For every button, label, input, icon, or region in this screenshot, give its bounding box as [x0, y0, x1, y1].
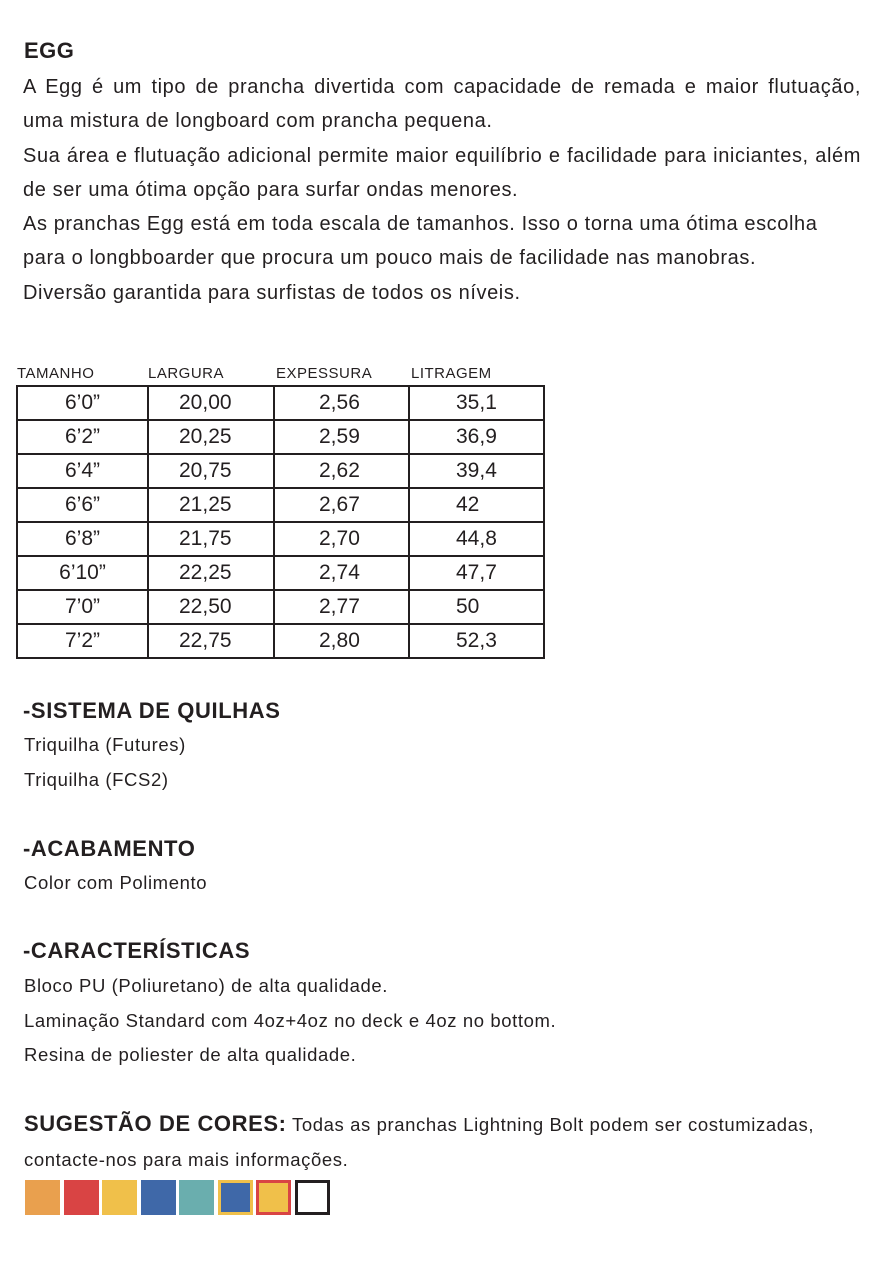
intro-text [23, 70, 861, 310]
column-header-largura: LARGURA [148, 365, 225, 382]
table-cell: 2,59 [274, 420, 409, 454]
table-cell: 6’4” [17, 454, 148, 488]
table-cell: 6’10” [17, 556, 148, 590]
color-swatch-red [64, 1180, 99, 1215]
table-cell: 7’2” [17, 624, 148, 658]
table-cell: 2,80 [274, 624, 409, 658]
acabamento-item: Color com Polimento [24, 872, 208, 893]
column-header-litragem: LITRAGEM [411, 365, 492, 382]
color-swatch-white-black-border [295, 1180, 330, 1215]
table-cell: 21,25 [148, 488, 274, 522]
table-cell: 2,67 [274, 488, 409, 522]
quilhas-heading: -SISTEMA DE QUILHAS [23, 698, 281, 723]
acabamento-list [24, 866, 207, 901]
table-cell: 44,8 [409, 522, 544, 556]
column-header-tamanho: TAMANHO [17, 365, 95, 382]
table-row [17, 522, 544, 556]
table-cell: 22,25 [148, 556, 274, 590]
table-cell: 2,56 [274, 386, 409, 420]
table-row [17, 454, 544, 488]
table-cell: 20,75 [148, 454, 274, 488]
table-cell: 6’8” [17, 522, 148, 556]
table-cell: 2,74 [274, 556, 409, 590]
caracteristicas-heading: -CARACTERÍSTICAS [23, 938, 251, 963]
color-swatch-blue [141, 1180, 176, 1215]
table-cell: 2,70 [274, 522, 409, 556]
table-row [17, 420, 544, 454]
colors-note [24, 1106, 884, 1177]
intro-paragraph-2: Sua área e flutuação adicional permite maior equilíbrio e facilidade para iniciantes, além de ser uma ótima opção para surfar ondas menores. [23, 144, 861, 201]
table-cell: 20,00 [148, 386, 274, 420]
size-table [16, 385, 545, 659]
caracteristicas-item: Laminação Standard com 4oz+4oz no deck e 4oz no bottom. [24, 1009, 557, 1031]
table-cell: 21,75 [148, 522, 274, 556]
page-title: EGG [24, 38, 75, 63]
caracteristicas-item: Bloco PU (Poliuretano) de alta qualidade. [24, 975, 388, 996]
table-cell: 39,4 [409, 454, 544, 488]
color-swatch-yellow-red-border [256, 1180, 291, 1215]
colors-text: Todas as pranchas Lightning Bolt podem ser costumizadas, contacte-nos para mais informações. [24, 1114, 815, 1170]
table-row [17, 386, 544, 420]
color-swatch-yellow [102, 1180, 137, 1215]
quilhas-item: Triquilha (Futures) [24, 734, 186, 755]
color-swatch-teal [179, 1180, 214, 1215]
color-swatch-blue-yellow-border [218, 1180, 253, 1215]
table-cell: 52,3 [409, 624, 544, 658]
table-cell: 42 [409, 488, 544, 522]
table-cell: 35,1 [409, 386, 544, 420]
table-cell: 6’6” [17, 488, 148, 522]
table-row [17, 556, 544, 590]
acabamento-heading: -ACABAMENTO [23, 836, 196, 861]
table-cell: 20,25 [148, 420, 274, 454]
table-cell: 6’0” [17, 386, 148, 420]
caracteristicas-list [24, 969, 556, 1073]
intro-paragraph-3: As pranchas Egg está em toda escala de tamanhos. Isso o torna uma ótima escolha para o longbboarder que procura um pouco mais de facilidade nas manobras. [23, 213, 818, 270]
table-cell: 47,7 [409, 556, 544, 590]
table-row [17, 590, 544, 624]
table-cell: 36,9 [409, 420, 544, 454]
intro-paragraph-4: Diversão garantida para surfistas de todos os níveis. [23, 281, 521, 304]
intro-paragraph-1: A Egg é um tipo de prancha divertida com capacidade de remada e maior flutuação, uma mistura de longboard com prancha pequena. [23, 76, 861, 133]
size-table-body [17, 386, 544, 658]
caracteristicas-item: Resina de poliester de alta qualidade. [24, 1044, 357, 1065]
quilhas-item: Triquilha (FCS2) [24, 768, 169, 790]
table-row [17, 624, 544, 658]
colors-label: SUGESTÃO DE CORES: [24, 1111, 287, 1136]
table-row [17, 488, 544, 522]
table-cell: 2,62 [274, 454, 409, 488]
table-cell: 6’2” [17, 420, 148, 454]
table-cell: 50 [409, 590, 544, 624]
table-cell: 7’0” [17, 590, 148, 624]
table-cell: 22,50 [148, 590, 274, 624]
column-header-expessura: EXPESSURA [276, 365, 373, 382]
table-cell: 22,75 [148, 624, 274, 658]
quilhas-list [24, 728, 186, 797]
table-cell: 2,77 [274, 590, 409, 624]
color-swatch-orange [25, 1180, 60, 1215]
